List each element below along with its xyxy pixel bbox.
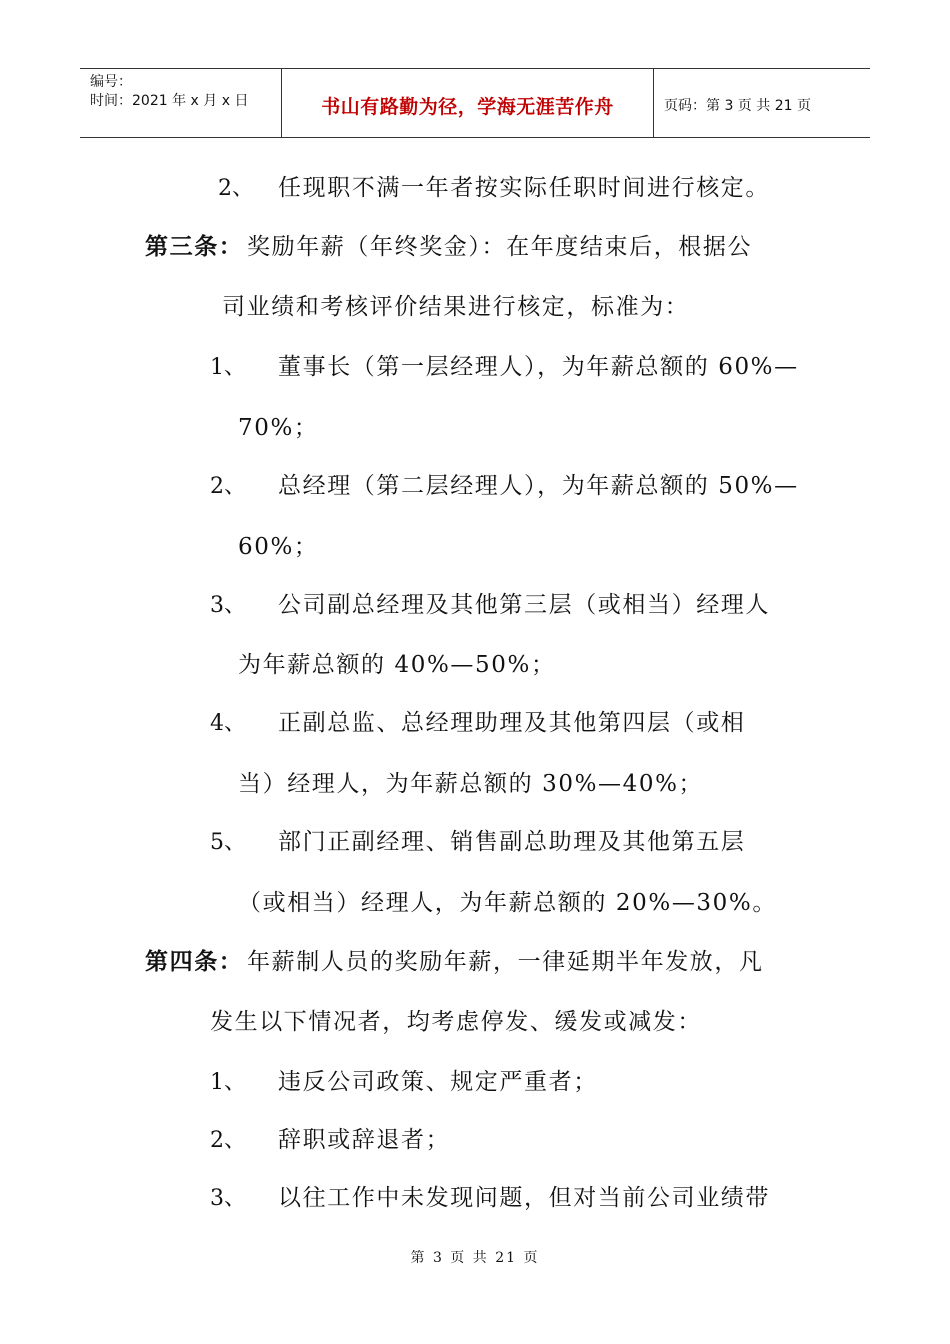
list-item-text: 70%； [238,415,319,441]
list-item-text: 以往工作中未发现问题，但对当前公司业绩带 [278,1185,770,1211]
list-item-text: （或相当）经理人，为年薪总额的 20%—30%。 [238,890,777,916]
list-number: 2、 [218,176,254,201]
document-number: 编号： [90,74,132,90]
list-number: 1、 [210,355,246,380]
list-item-text: 公司副总经理及其他第三层（或相当）经理人 [278,592,770,618]
list-item-text: 任现职不满一年者按实际任职时间进行核定。 [278,175,770,201]
list-number: 5、 [210,830,246,855]
list-number: 2、 [210,474,246,499]
list-item-text: 为年薪总额的 40%—50%； [238,652,556,678]
list-item-text: 违反公司政策、规定严重者； [278,1069,598,1095]
header-meta [80,69,282,137]
page-footer: 第 3 页 共 21 页 [410,1250,540,1266]
article-text: 发生以下情况者，均考虑停发、缓发或减发： [210,1009,702,1035]
article-label: 第三条： [145,233,244,260]
article-text: 年薪制人员的奖励年薪，一律延期半年发放，凡 [247,949,764,975]
list-number: 4、 [210,711,246,736]
list-item-text: 当）经理人，为年薪总额的 30%—40%； [238,771,704,797]
header-page-info: 页码：第 3 页 共 21 页 [664,98,811,114]
list-item-text: 辞职或辞退者； [278,1127,451,1153]
list-number: 3、 [210,1186,246,1211]
list-number: 2、 [210,1128,246,1153]
article-label: 第四条： [145,948,244,975]
page-header [80,68,870,138]
article-text: 司业绩和考核评价结果进行核定，标准为： [222,294,690,320]
list-item-text: 董事长（第一层经理人），为年薪总额的 60%— [278,354,799,380]
list-item-text: 部门正副经理、销售副总助理及其他第五层 [278,829,746,855]
document-date: 时间：2021 年 x 月 x 日 [90,93,249,109]
list-item-text: 正副总监、总经理助理及其他第四层（或相 [278,710,746,736]
article-text: 奖励年薪（年终奖金）：在年度结束后，根据公 [247,234,753,260]
list-number: 1、 [210,1070,246,1095]
header-motto: 书山有路勤为径，学海无涯苦作舟 [282,69,654,137]
list-item-text: 60%； [238,534,319,560]
list-item-text: 总经理（第二层经理人），为年薪总额的 50%— [278,473,799,499]
list-number: 3、 [210,593,246,618]
